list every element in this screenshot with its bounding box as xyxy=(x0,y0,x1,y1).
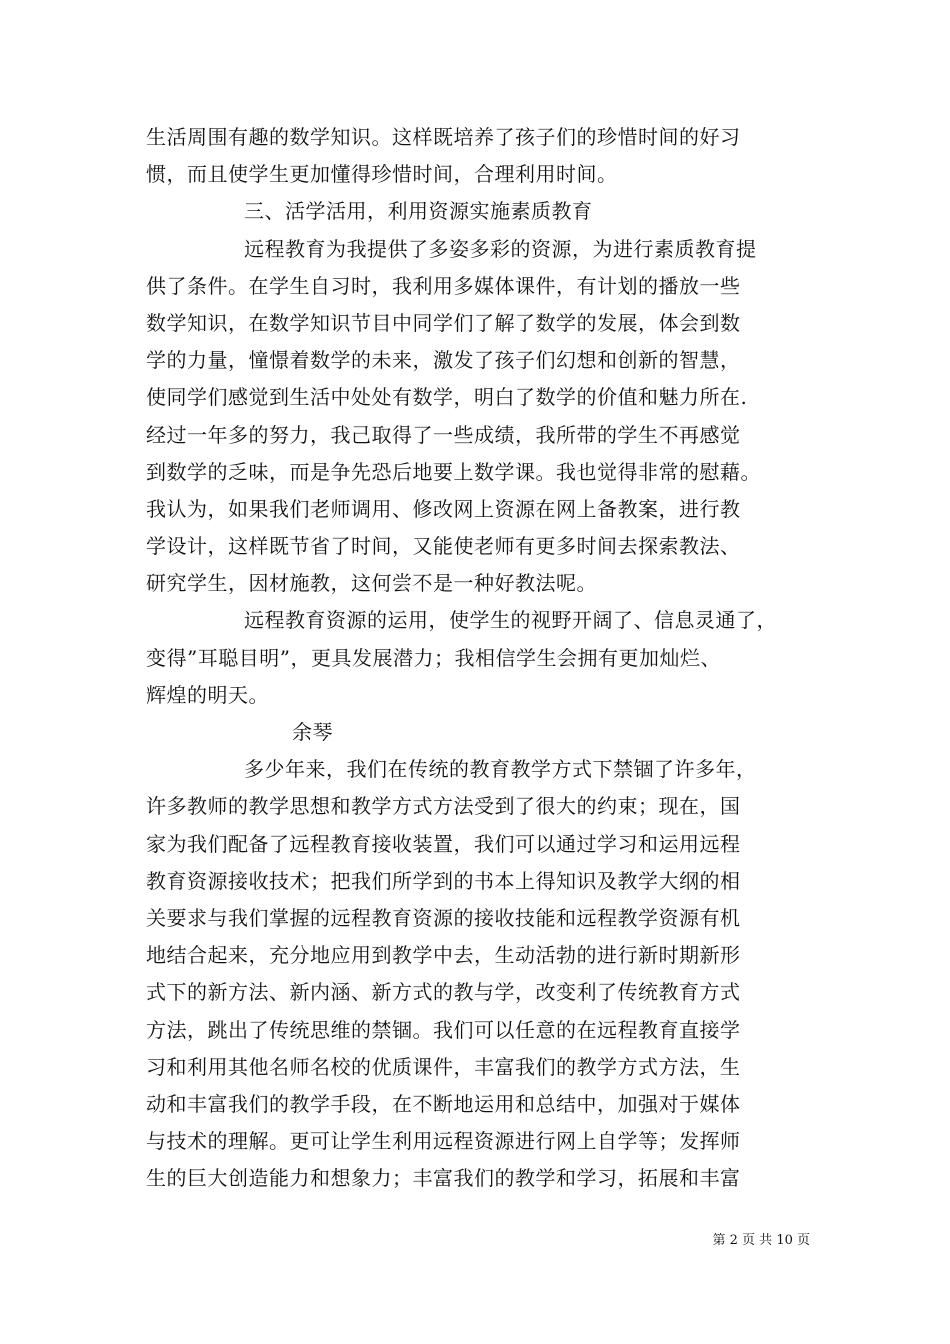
text-line: 与技术的理解。更可让学生利用远程资源进行网上自学等；发挥师 xyxy=(146,1129,741,1154)
text-line: 使同学们感觉到生活中处处有数学，明白了数学的价值和魅力所在. xyxy=(146,385,748,410)
text-line: 远程教育资源的运用，使学生的视野开阔了、信息灵通了， xyxy=(244,608,777,633)
text-line: 远程教育为我提供了多姿多彩的资源，为进行素质教育提 xyxy=(244,236,757,261)
text-line: 习和利用其他名师名校的优质课件，丰富我们的教学方式方法，生 xyxy=(146,1054,741,1079)
page-number-footer: 第 2 页 共 10 页 xyxy=(712,1233,810,1248)
text-line: 家为我们配备了远程教育接收装置，我们可以通过学习和运用远程 xyxy=(146,831,741,856)
section-heading: 三、活学活用，利用资源实施素质教育 xyxy=(244,199,593,224)
text-line: 经过一年多的努力，我己取得了一些成绩，我所带的学生不再感觉 xyxy=(146,422,741,447)
text-line: 动和丰富我们的教学手段，在不断地运用和总结中，加强对于媒体 xyxy=(146,1091,741,1116)
text-line: 方法，跳出了传统思维的禁锢。我们可以任意的在远程教育直接学 xyxy=(146,1017,741,1042)
body-text xyxy=(146,119,826,1197)
text-line: 多少年来，我们在传统的教育教学方式下禁锢了许多年， xyxy=(244,757,757,782)
text-line: 惯，而且使学生更加懂得珍惜时间，合理利用时间。 xyxy=(146,162,618,187)
text-line: 到数学的乏味，而是争先恐后地要上数学课。我也觉得非常的慰藉。 xyxy=(146,459,761,484)
text-line: 式下的新方法、新内涵、新方式的教与学，改变利了传统教育方式 xyxy=(146,980,741,1005)
text-line: 数学知识，在数学知识节目中同学们了解了数学的发展，体会到数 xyxy=(146,310,741,335)
text-line: 地结合起来，充分地应用到教学中去，生动活勃的进行新时期新形 xyxy=(146,943,741,968)
text-line: 我认为，如果我们老师调用、修改网上资源在网上备教案，进行教 xyxy=(146,496,741,521)
text-line: 许多教师的教学思想和教学方式方法受到了很大的约束；现在，国 xyxy=(146,794,741,819)
text-line: 生的巨大创造能力和想象力；丰富我们的教学和学习，拓展和丰富 xyxy=(146,1166,741,1191)
text-line: 研究学生，因材施教，这何尝不是一种好教法呢。 xyxy=(146,571,597,596)
text-line: 教育资源接收技术；把我们所学到的书本上得知识及教学大纲的相 xyxy=(146,868,741,893)
text-line: 变得”耳聪目明”，更具发展潜力；我相信学生会拥有更加灿烂、 xyxy=(146,645,721,670)
text-line: 学设计，这样既节省了时间，又能使老师有更多时间去探索教法、 xyxy=(146,534,741,559)
text-line: 供了条件。在学生自习时，我利用多媒体课件，有计划的播放一些 xyxy=(146,273,741,298)
text-line: 生活周围有趣的数学知识。这样既培养了孩子们的珍惜时间的好习 xyxy=(146,125,741,149)
text-line: 关要求与我们掌握的远程教育资源的接收技能和远程教学资源有机 xyxy=(146,905,741,930)
author-name: 余琴 xyxy=(292,720,333,744)
text-line: 学的力量，憧憬着数学的未来，激发了孩子们幻想和创新的智慧， xyxy=(146,348,741,373)
text-line: 辉煌的明天。 xyxy=(146,682,269,707)
